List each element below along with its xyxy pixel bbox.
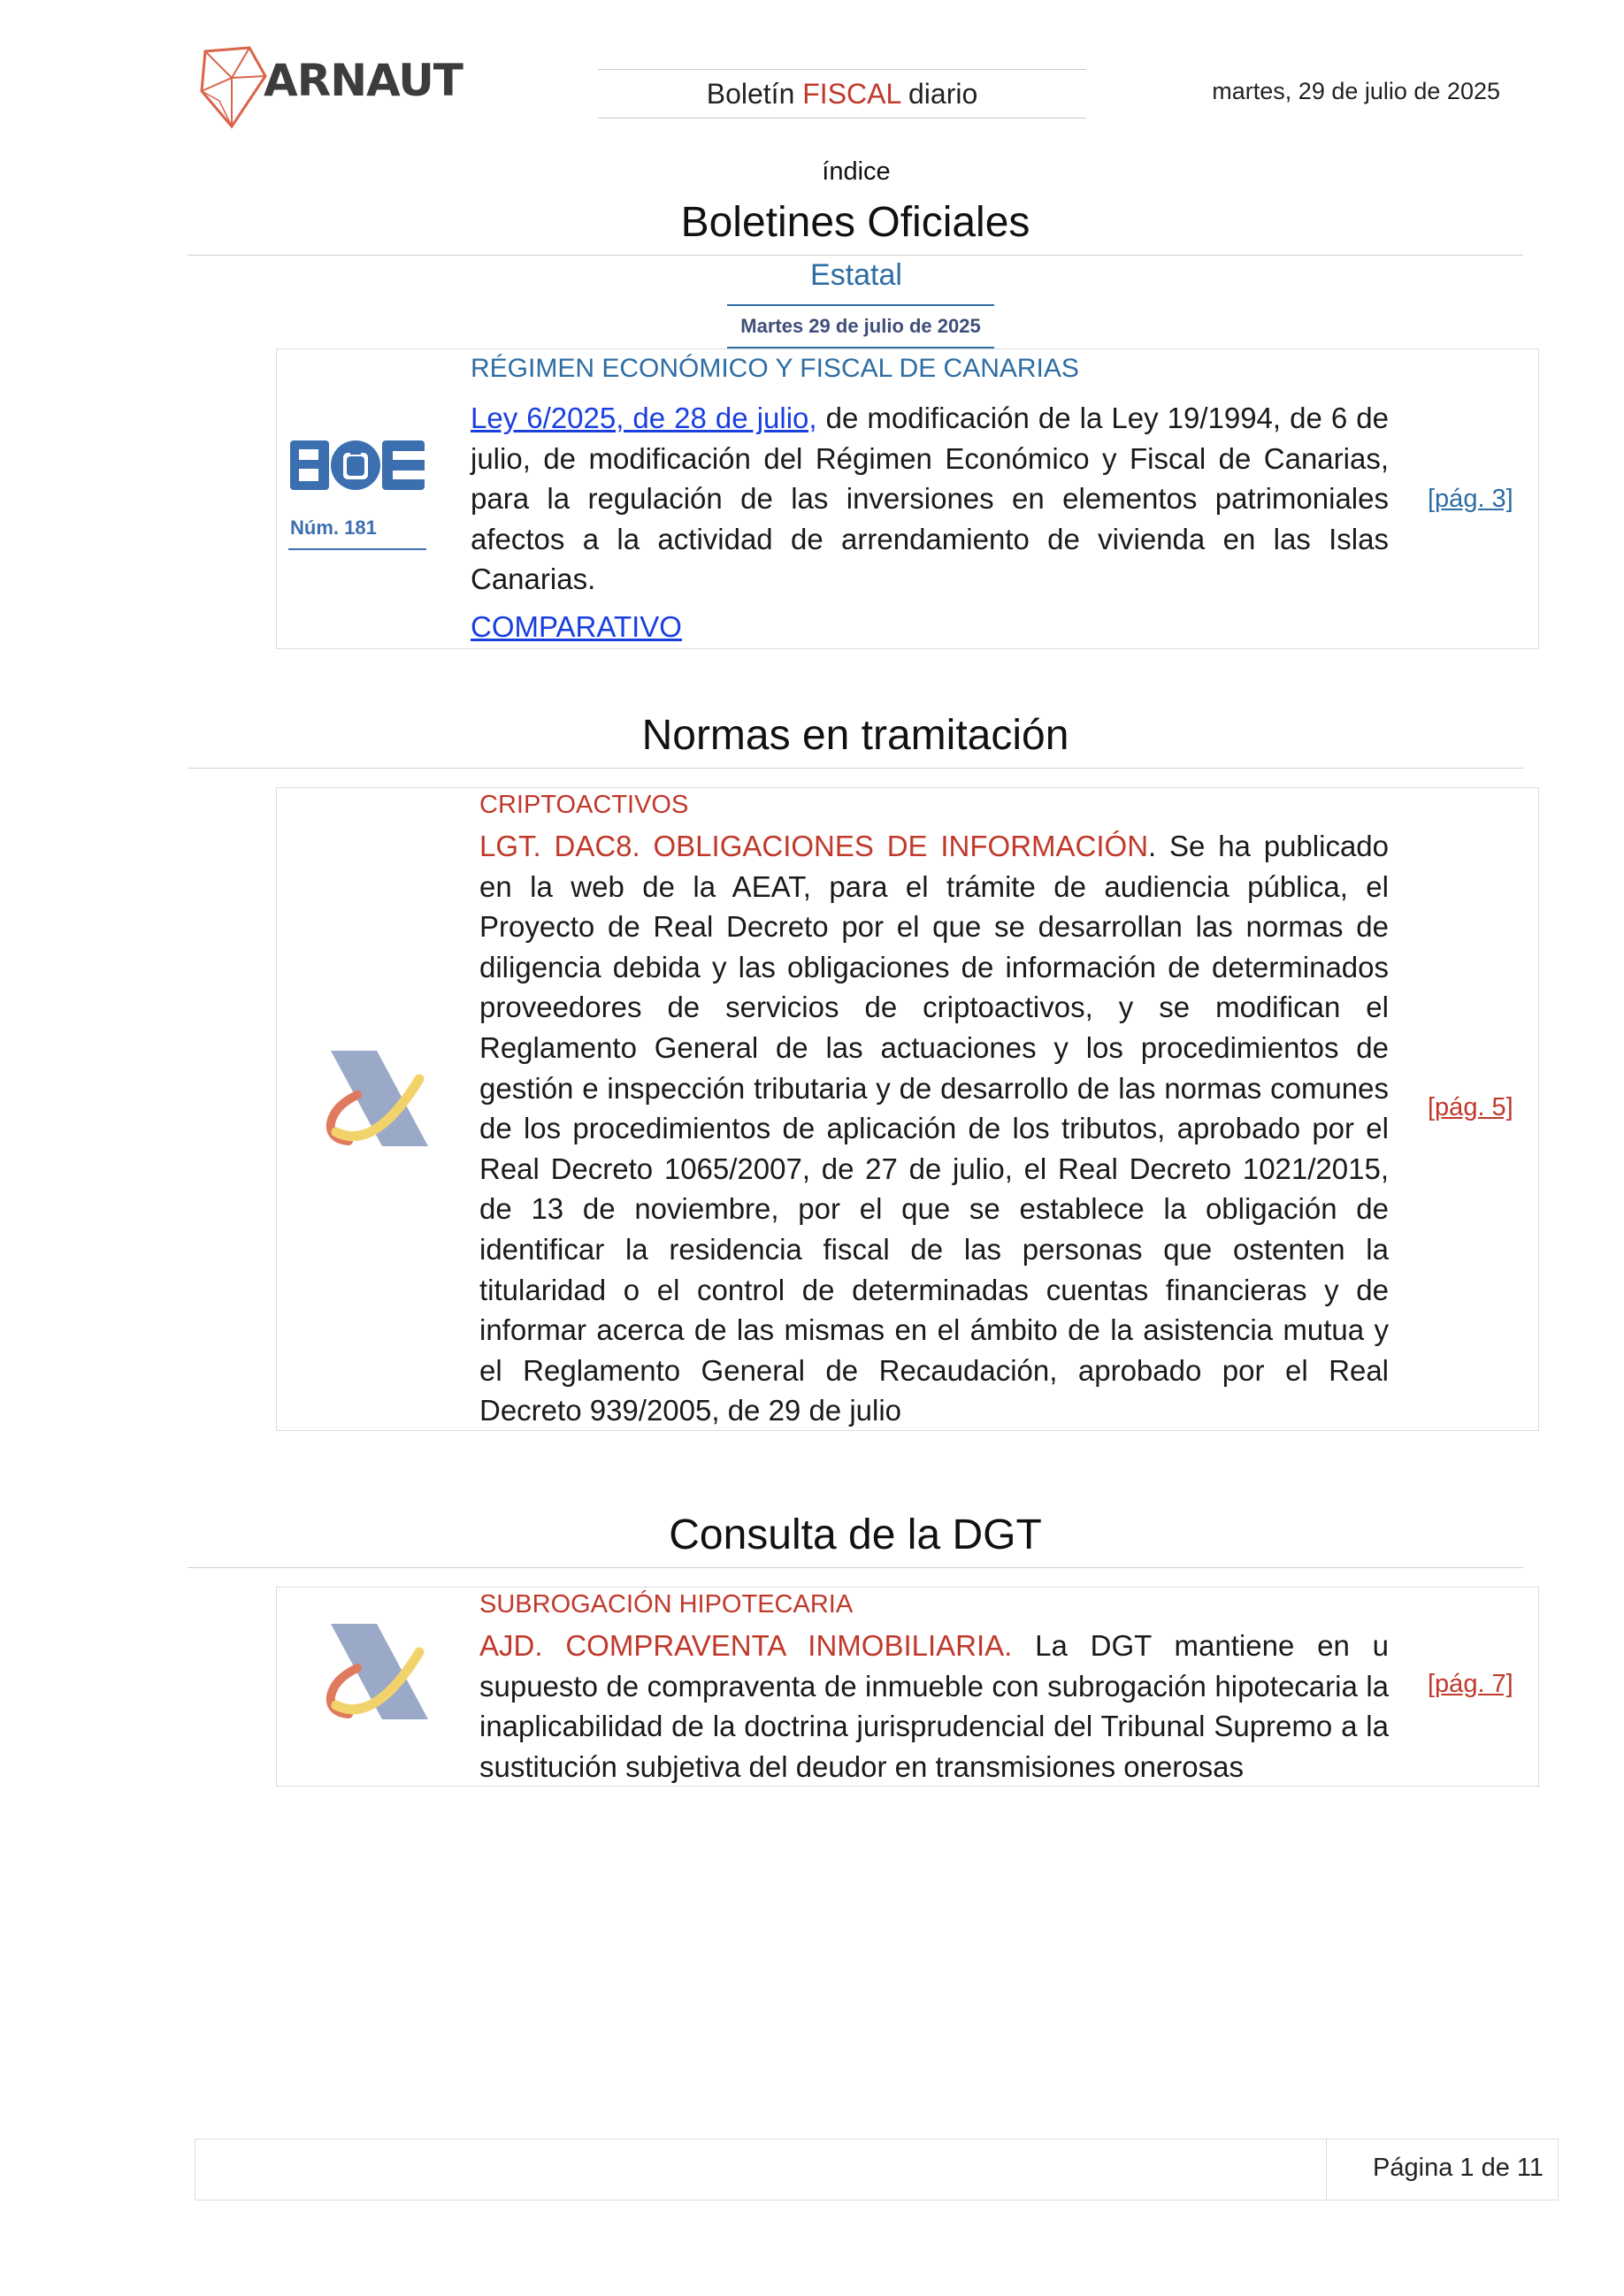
- entry-lead: LGT. DAC8. OBLIGACIONES DE INFORMACIÓN: [479, 830, 1149, 862]
- bulletin-suffix: diario: [900, 78, 978, 110]
- section-title-boletines: Boletines Oficiales: [680, 199, 1030, 246]
- entry-body: [479, 826, 1389, 1431]
- boe-number: Núm. 181: [290, 517, 377, 539]
- category-label: RÉGIMEN ECONÓMICO Y FISCAL DE CANARIAS: [471, 354, 1079, 383]
- index-label: índice: [822, 157, 891, 186]
- page-ref-link[interactable]: [pág. 3]: [1428, 485, 1513, 513]
- entry-body-text: . Se ha publicado en la web de la AEAT, para el trámite de audiencia pública, el Proyecto de Real Decreto por el que se desarrollan las normas de diligencia debida y las obligaciones de información de determinados proveedores de servicios de criptoactivos, y se modifican el Reglamento General de las actuaciones y los procedimientos de gestión e inspección tributaria y de desarrollo de las normas comunes de los procedimientos de aplicación de los tributos, aprobado por el Real Decreto 1065/2007, de 27 de julio, el Real Decreto 1021/2015, de 13 de noviembre, por el que se establece la obligación de identificar la residencia fiscal de las personas que ostenten la titularidad o el control de determinadas cuentas financieras y de informar acerca de las mismas en el ámbito de la asistencia mutua y el Reglamento General de Recaudación, aprobado por el Real Decreto 939/2005, de 29 de julio: [479, 830, 1390, 1427]
- header-date: martes, 29 de julio de 2025: [1212, 78, 1500, 104]
- arnaut-logo-icon: [196, 42, 267, 131]
- comparativo-link[interactable]: COMPARATIVO: [471, 610, 682, 643]
- boe-logo: [287, 425, 428, 557]
- entry-body-text: de modificación de la Ley 19/1994, de 6 de julio, de modificación del Régimen Económico y Fiscal de Canarias, para la regulación de las inversiones en elementos patrimoniales afectos a la actividad de arrendamiento de vivienda en las Islas Canarias.: [471, 402, 1390, 596]
- page-number: Página 1 de 11: [1373, 2154, 1544, 2182]
- bulletin-title: [598, 69, 1086, 119]
- category-label: SUBROGACIÓN HIPOTECARIA: [479, 1590, 854, 1619]
- boe-date-badge: Martes 29 de julio de 2025: [727, 304, 994, 348]
- page-ref-link[interactable]: [pág. 5]: [1428, 1093, 1513, 1121]
- category-label: CRIPTOACTIVOS: [479, 791, 689, 819]
- entry-lead: AJD. COMPRAVENTA INMOBILIARIA.: [479, 1629, 1013, 1662]
- section-title-normas: Normas en tramitación: [641, 712, 1069, 759]
- entry-body-text: La DGT mantiene en u supuesto de compraventa de inmueble con subrogación hipotecaria la inaplicabilidad de la doctrina jurisprudencial del Tribunal Supremo a la sustitución subjetiva del deudor en transmisiones onerosas: [479, 1629, 1389, 1783]
- law-link[interactable]: Ley 6/2025, de 28 de julio,: [471, 402, 817, 434]
- arnaut-logo: [196, 42, 462, 131]
- aeat-logo-icon: [322, 1620, 437, 1726]
- logo-wordmark: ARNAUT: [264, 55, 463, 106]
- section-subtitle-estatal: Estatal: [810, 258, 902, 292]
- entry-body: [479, 1626, 1389, 1787]
- bulletin-prefix: Boletín: [706, 78, 803, 110]
- boe-underline: [288, 548, 426, 550]
- bulletin-accent: FISCAL: [802, 78, 901, 110]
- entry-body: [471, 398, 1389, 600]
- page-footer: [195, 2139, 1559, 2200]
- page-ref-link[interactable]: [pág. 7]: [1428, 1670, 1513, 1698]
- footer-divider: [1326, 2139, 1327, 2200]
- section-divider: [188, 1567, 1523, 1568]
- aeat-logo-icon: [322, 1047, 437, 1153]
- section-divider: [188, 255, 1523, 256]
- section-title-dgt: Consulta de la DGT: [669, 1512, 1042, 1558]
- section-divider: [188, 768, 1523, 769]
- boe-logo-icon: [287, 425, 428, 513]
